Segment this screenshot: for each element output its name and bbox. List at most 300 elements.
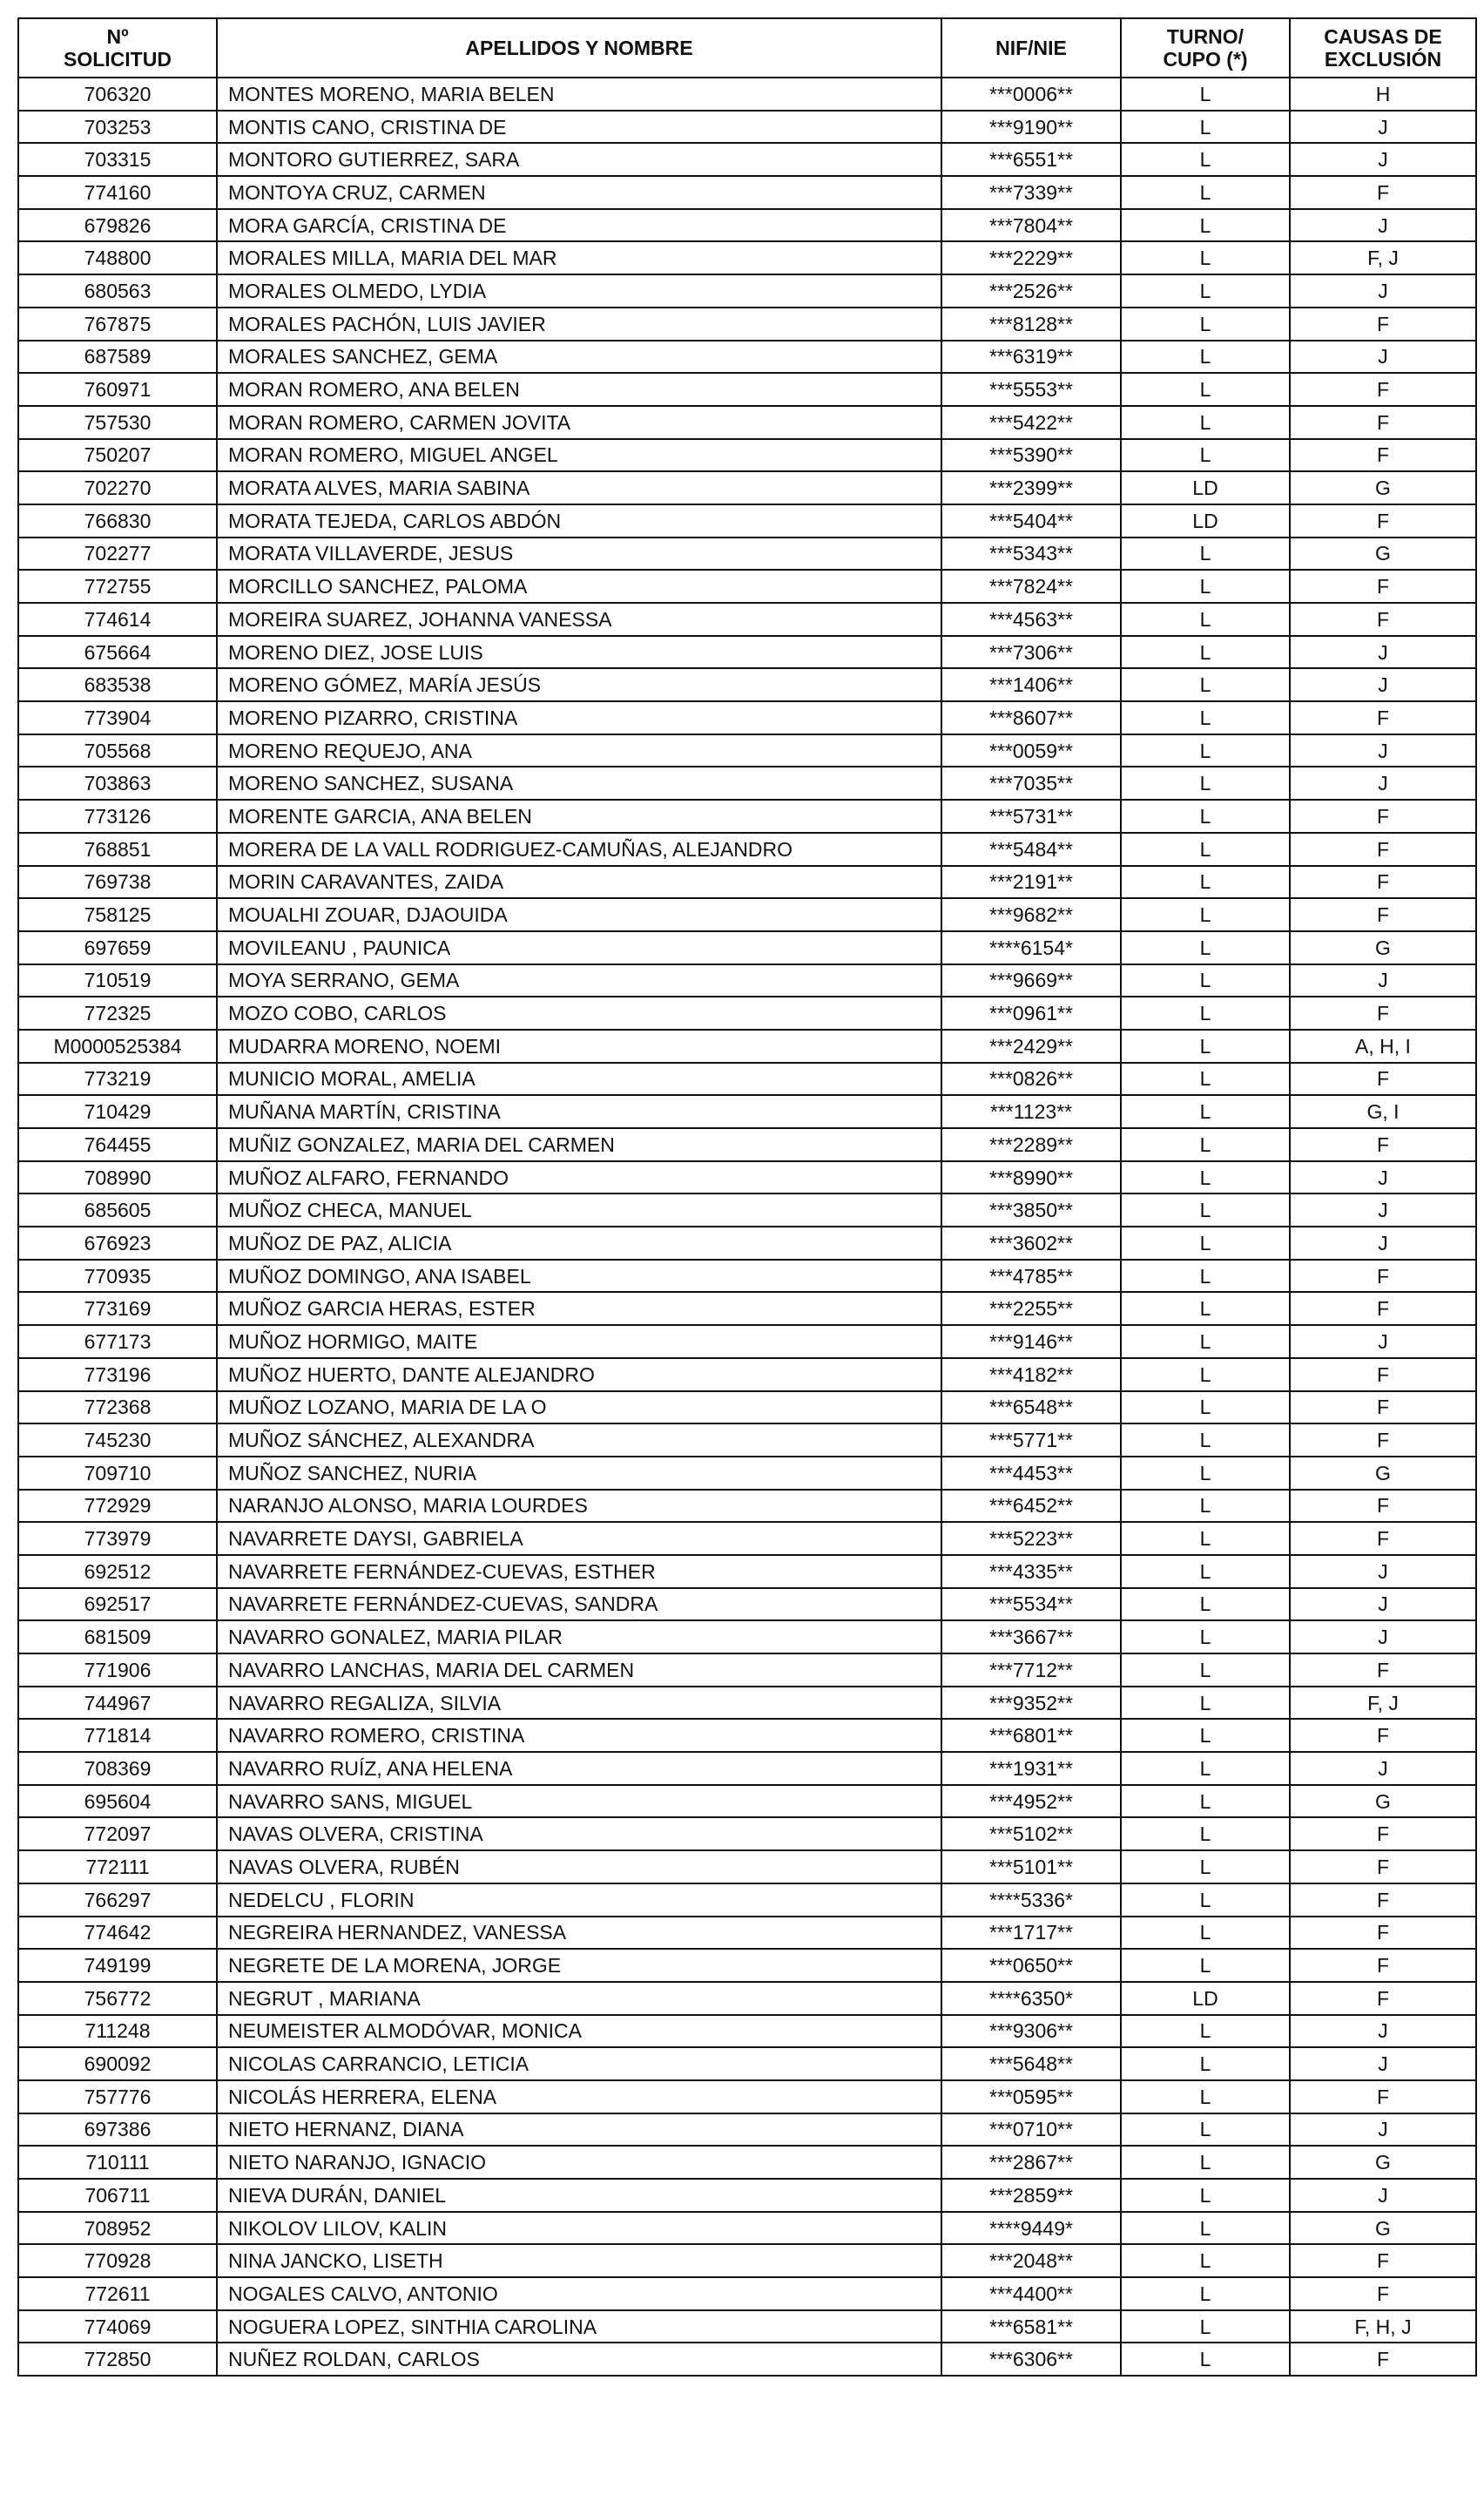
cell-apellidos-nombre: NEGRUT , MARIANA	[217, 1982, 941, 2015]
cell-causas-exclusion: F	[1290, 866, 1476, 899]
table-row	[18, 308, 1476, 341]
table-row	[18, 603, 1476, 636]
cell-nif-nie: ***4952**	[941, 1785, 1121, 1818]
cell-turno-cupo: L	[1121, 1325, 1290, 1358]
cell-nif-nie: ***9190**	[941, 111, 1121, 144]
cell-apellidos-nombre: MORALES MILLA, MARIA DEL MAR	[217, 241, 941, 274]
cell-apellidos-nombre: NEUMEISTER ALMODÓVAR, MONICA	[217, 2015, 941, 2048]
cell-causas-exclusion: F	[1290, 1982, 1476, 2015]
cell-causas-exclusion: F, J	[1290, 1687, 1476, 1720]
table-row	[18, 931, 1476, 964]
cell-causas-exclusion: J	[1290, 1325, 1476, 1358]
cell-causas-exclusion: J	[1290, 1588, 1476, 1621]
cell-num-solicitud: 772368	[18, 1391, 217, 1424]
cell-num-solicitud: 773904	[18, 701, 217, 734]
cell-nif-nie: ***8607**	[941, 701, 1121, 734]
cell-nif-nie: ***1717**	[941, 1917, 1121, 1950]
cell-causas-exclusion: F	[1290, 997, 1476, 1030]
cell-apellidos-nombre: MUDARRA MORENO, NOEMI	[217, 1030, 941, 1063]
cell-num-solicitud: 772325	[18, 997, 217, 1030]
cell-num-solicitud: 773979	[18, 1522, 217, 1555]
cell-causas-exclusion: J	[1290, 143, 1476, 176]
cell-causas-exclusion: F	[1290, 1292, 1476, 1325]
cell-causas-exclusion: F	[1290, 176, 1476, 209]
cell-apellidos-nombre: MORATA VILLAVERDE, JESUS	[217, 538, 941, 571]
cell-apellidos-nombre: MUÑANA MARTÍN, CRISTINA	[217, 1095, 941, 1128]
table-row	[18, 734, 1476, 767]
cell-turno-cupo: L	[1121, 1620, 1290, 1653]
cell-apellidos-nombre: NIETO NARANJO, IGNACIO	[217, 2146, 941, 2179]
cell-causas-exclusion: F	[1290, 2080, 1476, 2113]
cell-apellidos-nombre: MORALES PACHÓN, LUIS JAVIER	[217, 308, 941, 341]
table-row	[18, 2146, 1476, 2179]
cell-nif-nie: ***5223**	[941, 1522, 1121, 1555]
table-row	[18, 1752, 1476, 1785]
table-row	[18, 800, 1476, 833]
cell-apellidos-nombre: NIEVA DURÁN, DANIEL	[217, 2179, 941, 2212]
table-row	[18, 471, 1476, 504]
cell-num-solicitud: 766830	[18, 504, 217, 538]
table-row	[18, 1490, 1476, 1523]
cell-nif-nie: ***6551**	[941, 143, 1121, 176]
table-row	[18, 504, 1476, 538]
cell-causas-exclusion: F	[1290, 1850, 1476, 1883]
cell-causas-exclusion: F	[1290, 701, 1476, 734]
table-row	[18, 636, 1476, 669]
cell-causas-exclusion: F	[1290, 1358, 1476, 1391]
table-row	[18, 1095, 1476, 1128]
cell-nif-nie: ***5102**	[941, 1817, 1121, 1850]
cell-causas-exclusion: F	[1290, 439, 1476, 472]
cell-nif-nie: ***5390**	[941, 439, 1121, 472]
cell-turno-cupo: LD	[1121, 1982, 1290, 2015]
cell-num-solicitud: 745230	[18, 1423, 217, 1457]
cell-num-solicitud: 710519	[18, 964, 217, 997]
cell-causas-exclusion: F	[1290, 1260, 1476, 1293]
cell-causas-exclusion: G	[1290, 931, 1476, 964]
table-row	[18, 274, 1476, 308]
cell-turno-cupo: L	[1121, 1687, 1290, 1720]
cell-causas-exclusion: J	[1290, 1555, 1476, 1588]
cell-apellidos-nombre: MORENO PIZARRO, CRISTINA	[217, 701, 941, 734]
table-row	[18, 78, 1476, 111]
cell-num-solicitud: 773126	[18, 800, 217, 833]
cell-num-solicitud: 703253	[18, 111, 217, 144]
cell-turno-cupo: LD	[1121, 504, 1290, 538]
cell-num-solicitud: 760971	[18, 373, 217, 406]
cell-num-solicitud: 748800	[18, 241, 217, 274]
cell-causas-exclusion: F	[1290, 1128, 1476, 1161]
table-row	[18, 1555, 1476, 1588]
cell-apellidos-nombre: MORENO GÓMEZ, MARÍA JESÚS	[217, 668, 941, 701]
cell-num-solicitud: 708952	[18, 2212, 217, 2245]
cell-turno-cupo: L	[1121, 1457, 1290, 1490]
table-row	[18, 373, 1476, 406]
cell-num-solicitud: 702277	[18, 538, 217, 571]
cell-nif-nie: ****6154*	[941, 931, 1121, 964]
cell-turno-cupo: L	[1121, 2343, 1290, 2376]
table-row	[18, 1457, 1476, 1490]
cell-nif-nie: ****6350*	[941, 1982, 1121, 2015]
cell-nif-nie: ***5731**	[941, 800, 1121, 833]
table-row	[18, 1850, 1476, 1883]
cell-apellidos-nombre: MUÑIZ GONZALEZ, MARIA DEL CARMEN	[217, 1128, 941, 1161]
cell-nif-nie: ***0059**	[941, 734, 1121, 767]
table-row	[18, 2113, 1476, 2147]
cell-causas-exclusion: F	[1290, 373, 1476, 406]
cell-causas-exclusion: J	[1290, 734, 1476, 767]
table-row	[18, 209, 1476, 242]
cell-num-solicitud: 683538	[18, 668, 217, 701]
cell-nif-nie: ***2429**	[941, 1030, 1121, 1063]
cell-causas-exclusion: H	[1290, 78, 1476, 111]
table-row	[18, 1063, 1476, 1096]
cell-num-solicitud: 772850	[18, 2343, 217, 2376]
cell-apellidos-nombre: MONTES MORENO, MARIA BELEN	[217, 78, 941, 111]
cell-turno-cupo: L	[1121, 833, 1290, 866]
cell-nif-nie: ***5101**	[941, 1850, 1121, 1883]
cell-num-solicitud: 703863	[18, 767, 217, 800]
table-row	[18, 1817, 1476, 1850]
table-row	[18, 2277, 1476, 2310]
cell-apellidos-nombre: NOGUERA LOPEZ, SINTHIA CAROLINA	[217, 2310, 941, 2343]
cell-nif-nie: ***2859**	[941, 2179, 1121, 2212]
exclusion-table	[17, 17, 1477, 2377]
cell-turno-cupo: L	[1121, 143, 1290, 176]
table-row	[18, 1719, 1476, 1752]
cell-nif-nie: ***2289**	[941, 1128, 1121, 1161]
cell-num-solicitud: 690092	[18, 2047, 217, 2080]
cell-turno-cupo: L	[1121, 767, 1290, 800]
table-row	[18, 1620, 1476, 1653]
table-row	[18, 1161, 1476, 1194]
cell-turno-cupo: L	[1121, 341, 1290, 374]
cell-causas-exclusion: F, H, J	[1290, 2310, 1476, 2343]
cell-nif-nie: ***9682**	[941, 898, 1121, 931]
cell-nif-nie: ***0961**	[941, 997, 1121, 1030]
cell-causas-exclusion: G	[1290, 471, 1476, 504]
table-row	[18, 2179, 1476, 2212]
header-causas-exclusion: CAUSAS DE EXCLUSIÓN	[1290, 18, 1476, 78]
cell-apellidos-nombre: MOYA SERRANO, GEMA	[217, 964, 941, 997]
table-body	[18, 78, 1476, 2376]
cell-causas-exclusion: F	[1290, 1653, 1476, 1687]
cell-apellidos-nombre: NAVAS OLVERA, RUBÉN	[217, 1850, 941, 1883]
table-row	[18, 1227, 1476, 1260]
table-row	[18, 898, 1476, 931]
cell-causas-exclusion: J	[1290, 1620, 1476, 1653]
cell-causas-exclusion: F	[1290, 2277, 1476, 2310]
cell-num-solicitud: 772611	[18, 2277, 217, 2310]
cell-causas-exclusion: J	[1290, 209, 1476, 242]
cell-num-solicitud: 692517	[18, 1588, 217, 1621]
cell-nif-nie: ***7306**	[941, 636, 1121, 669]
table-row	[18, 1193, 1476, 1227]
cell-turno-cupo: L	[1121, 1752, 1290, 1785]
cell-num-solicitud: 772755	[18, 570, 217, 603]
cell-apellidos-nombre: MORAN ROMERO, ANA BELEN	[217, 373, 941, 406]
cell-apellidos-nombre: NOGALES CALVO, ANTONIO	[217, 2277, 941, 2310]
cell-causas-exclusion: F	[1290, 1490, 1476, 1523]
header-num-solicitud: Nº SOLICITUD	[18, 18, 217, 78]
cell-causas-exclusion: J	[1290, 341, 1476, 374]
cell-apellidos-nombre: NICOLÁS HERRERA, ELENA	[217, 2080, 941, 2113]
cell-apellidos-nombre: MUÑOZ HORMIGO, MAITE	[217, 1325, 941, 1358]
cell-num-solicitud: 703315	[18, 143, 217, 176]
cell-turno-cupo: L	[1121, 1522, 1290, 1555]
cell-apellidos-nombre: NAVARRETE DAYSI, GABRIELA	[217, 1522, 941, 1555]
cell-nif-nie: ***4400**	[941, 2277, 1121, 2310]
cell-nif-nie: ***0595**	[941, 2080, 1121, 2113]
cell-num-solicitud: 697659	[18, 931, 217, 964]
cell-num-solicitud: 771814	[18, 1719, 217, 1752]
table-row	[18, 1917, 1476, 1950]
cell-num-solicitud: 771906	[18, 1653, 217, 1687]
table-row	[18, 1260, 1476, 1293]
cell-turno-cupo: L	[1121, 439, 1290, 472]
cell-turno-cupo: L	[1121, 1161, 1290, 1194]
cell-nif-nie: ***4785**	[941, 1260, 1121, 1293]
cell-turno-cupo: L	[1121, 1063, 1290, 1096]
cell-apellidos-nombre: NAVARRO ROMERO, CRISTINA	[217, 1719, 941, 1752]
cell-turno-cupo: L	[1121, 2277, 1290, 2310]
cell-causas-exclusion: F	[1290, 504, 1476, 538]
table-row	[18, 1522, 1476, 1555]
cell-causas-exclusion: J	[1290, 636, 1476, 669]
cell-num-solicitud: 773196	[18, 1358, 217, 1391]
cell-nif-nie: ***9669**	[941, 964, 1121, 997]
cell-causas-exclusion: F	[1290, 833, 1476, 866]
cell-causas-exclusion: G	[1290, 538, 1476, 571]
cell-causas-exclusion: F	[1290, 1719, 1476, 1752]
cell-num-solicitud: 770928	[18, 2244, 217, 2277]
cell-num-solicitud: 675664	[18, 636, 217, 669]
cell-turno-cupo: L	[1121, 2047, 1290, 2080]
table-row	[18, 1030, 1476, 1063]
cell-num-solicitud: 768851	[18, 833, 217, 866]
cell-turno-cupo: L	[1121, 964, 1290, 997]
table-row	[18, 1785, 1476, 1818]
cell-num-solicitud: 709710	[18, 1457, 217, 1490]
cell-apellidos-nombre: MUÑOZ DOMINGO, ANA ISABEL	[217, 1260, 941, 1293]
cell-nif-nie: ***5553**	[941, 373, 1121, 406]
cell-turno-cupo: L	[1121, 241, 1290, 274]
cell-causas-exclusion: F	[1290, 1917, 1476, 1950]
cell-turno-cupo: L	[1121, 898, 1290, 931]
table-row	[18, 964, 1476, 997]
cell-apellidos-nombre: MORAN ROMERO, MIGUEL ANGEL	[217, 439, 941, 472]
cell-apellidos-nombre: NAVARRO SANS, MIGUEL	[217, 1785, 941, 1818]
table-row	[18, 2047, 1476, 2080]
cell-num-solicitud: 680563	[18, 274, 217, 308]
cell-apellidos-nombre: MORENO DIEZ, JOSE LUIS	[217, 636, 941, 669]
table-row	[18, 143, 1476, 176]
cell-turno-cupo: L	[1121, 2113, 1290, 2147]
cell-apellidos-nombre: MUÑOZ ALFARO, FERNANDO	[217, 1161, 941, 1194]
table-row	[18, 2244, 1476, 2277]
cell-causas-exclusion: F	[1290, 406, 1476, 439]
table-row	[18, 176, 1476, 209]
cell-causas-exclusion: F	[1290, 1423, 1476, 1457]
cell-nif-nie: ***2526**	[941, 274, 1121, 308]
cell-turno-cupo: L	[1121, 2179, 1290, 2212]
cell-turno-cupo: L	[1121, 209, 1290, 242]
cell-nif-nie: ***4182**	[941, 1358, 1121, 1391]
cell-turno-cupo: L	[1121, 1785, 1290, 1818]
table-row	[18, 1292, 1476, 1325]
table-row	[18, 866, 1476, 899]
table-row	[18, 1653, 1476, 1687]
table-row	[18, 668, 1476, 701]
cell-nif-nie: ***6581**	[941, 2310, 1121, 2343]
table-row	[18, 1128, 1476, 1161]
cell-causas-exclusion: J	[1290, 1193, 1476, 1227]
cell-turno-cupo: L	[1121, 734, 1290, 767]
cell-causas-exclusion: J	[1290, 1227, 1476, 1260]
cell-causas-exclusion: G	[1290, 2146, 1476, 2179]
table-row	[18, 1687, 1476, 1720]
cell-causas-exclusion: F	[1290, 898, 1476, 931]
cell-turno-cupo: L	[1121, 2146, 1290, 2179]
table-row	[18, 701, 1476, 734]
table-row	[18, 538, 1476, 571]
cell-apellidos-nombre: NAVARRETE FERNÁNDEZ-CUEVAS, SANDRA	[217, 1588, 941, 1621]
table-row	[18, 341, 1476, 374]
cell-num-solicitud: 770935	[18, 1260, 217, 1293]
cell-nif-nie: ***8128**	[941, 308, 1121, 341]
cell-causas-exclusion: G	[1290, 1457, 1476, 1490]
cell-causas-exclusion: F, J	[1290, 241, 1476, 274]
cell-causas-exclusion: J	[1290, 1752, 1476, 1785]
cell-nif-nie: ***5484**	[941, 833, 1121, 866]
cell-apellidos-nombre: MORERA DE LA VALL RODRIGUEZ-CAMUÑAS, ALEJANDRO	[217, 833, 941, 866]
cell-nif-nie: ***4335**	[941, 1555, 1121, 1588]
cell-causas-exclusion: J	[1290, 2015, 1476, 2048]
cell-num-solicitud: 695604	[18, 1785, 217, 1818]
cell-turno-cupo: L	[1121, 1653, 1290, 1687]
cell-causas-exclusion: F	[1290, 1949, 1476, 1982]
cell-apellidos-nombre: MUÑOZ LOZANO, MARIA DE LA O	[217, 1391, 941, 1424]
cell-turno-cupo: L	[1121, 1128, 1290, 1161]
exclusion-list-sheet	[17, 17, 1477, 2377]
cell-nif-nie: ***6801**	[941, 1719, 1121, 1752]
cell-nif-nie: ***5404**	[941, 504, 1121, 538]
cell-causas-exclusion: G	[1290, 2212, 1476, 2245]
cell-nif-nie: ***2867**	[941, 2146, 1121, 2179]
cell-num-solicitud: 750207	[18, 439, 217, 472]
cell-apellidos-nombre: MORALES OLMEDO, LYDIA	[217, 274, 941, 308]
cell-turno-cupo: L	[1121, 997, 1290, 1030]
table-row	[18, 2310, 1476, 2343]
cell-apellidos-nombre: NAVARRO REGALIZA, SILVIA	[217, 1687, 941, 1720]
cell-turno-cupo: L	[1121, 78, 1290, 111]
cell-causas-exclusion: F	[1290, 1391, 1476, 1424]
cell-turno-cupo: L	[1121, 2310, 1290, 2343]
cell-causas-exclusion: J	[1290, 111, 1476, 144]
cell-nif-nie: ***5534**	[941, 1588, 1121, 1621]
cell-num-solicitud: 710429	[18, 1095, 217, 1128]
cell-nif-nie: ***5422**	[941, 406, 1121, 439]
cell-turno-cupo: L	[1121, 570, 1290, 603]
cell-num-solicitud: 705568	[18, 734, 217, 767]
cell-nif-nie: ***0826**	[941, 1063, 1121, 1096]
cell-causas-exclusion: F	[1290, 1522, 1476, 1555]
cell-apellidos-nombre: NEGRETE DE LA MORENA, JORGE	[217, 1949, 941, 1982]
cell-apellidos-nombre: NAVARRO RUÍZ, ANA HELENA	[217, 1752, 941, 1785]
cell-turno-cupo: L	[1121, 1260, 1290, 1293]
cell-causas-exclusion: F	[1290, 2244, 1476, 2277]
table-row	[18, 1982, 1476, 2015]
cell-turno-cupo: L	[1121, 1423, 1290, 1457]
cell-nif-nie: ***9146**	[941, 1325, 1121, 1358]
cell-turno-cupo: L	[1121, 1030, 1290, 1063]
cell-num-solicitud: 773219	[18, 1063, 217, 1096]
cell-apellidos-nombre: NINA JANCKO, LISETH	[217, 2244, 941, 2277]
cell-nif-nie: ***7339**	[941, 176, 1121, 209]
cell-nif-nie: ***4453**	[941, 1457, 1121, 1490]
cell-num-solicitud: 772929	[18, 1490, 217, 1523]
cell-nif-nie: ***3602**	[941, 1227, 1121, 1260]
cell-num-solicitud: 710111	[18, 2146, 217, 2179]
cell-apellidos-nombre: MORA GARCÍA, CRISTINA DE	[217, 209, 941, 242]
table-row	[18, 241, 1476, 274]
table-row	[18, 2343, 1476, 2376]
cell-turno-cupo: L	[1121, 2212, 1290, 2245]
cell-turno-cupo: L	[1121, 308, 1290, 341]
cell-apellidos-nombre: MORALES SANCHEZ, GEMA	[217, 341, 941, 374]
cell-turno-cupo: L	[1121, 176, 1290, 209]
cell-causas-exclusion: J	[1290, 668, 1476, 701]
cell-causas-exclusion: J	[1290, 274, 1476, 308]
cell-apellidos-nombre: MORATA ALVES, MARIA SABINA	[217, 471, 941, 504]
cell-turno-cupo: L	[1121, 1850, 1290, 1883]
cell-causas-exclusion: J	[1290, 2047, 1476, 2080]
cell-causas-exclusion: F	[1290, 308, 1476, 341]
cell-nif-nie: ***1123**	[941, 1095, 1121, 1128]
cell-apellidos-nombre: MOREIRA SUAREZ, JOHANNA VANESSA	[217, 603, 941, 636]
cell-turno-cupo: L	[1121, 111, 1290, 144]
cell-num-solicitud: 676923	[18, 1227, 217, 1260]
cell-turno-cupo: L	[1121, 668, 1290, 701]
cell-nif-nie: ***5343**	[941, 538, 1121, 571]
cell-num-solicitud: 706711	[18, 2179, 217, 2212]
cell-turno-cupo: L	[1121, 1193, 1290, 1227]
cell-nif-nie: ***6306**	[941, 2343, 1121, 2376]
table-row	[18, 111, 1476, 144]
cell-num-solicitud: 774614	[18, 603, 217, 636]
cell-apellidos-nombre: MORENO REQUEJO, ANA	[217, 734, 941, 767]
cell-apellidos-nombre: NIKOLOV LILOV, KALIN	[217, 2212, 941, 2245]
cell-apellidos-nombre: NIETO HERNANZ, DIANA	[217, 2113, 941, 2147]
cell-turno-cupo: L	[1121, 866, 1290, 899]
table-row	[18, 1588, 1476, 1621]
cell-num-solicitud: 749199	[18, 1949, 217, 1982]
cell-num-solicitud: M0000525384	[18, 1030, 217, 1063]
cell-num-solicitud: 708369	[18, 1752, 217, 1785]
cell-nif-nie: ***0650**	[941, 1949, 1121, 1982]
cell-nif-nie: ****9449*	[941, 2212, 1121, 2245]
cell-apellidos-nombre: NAVARRO LANCHAS, MARIA DEL CARMEN	[217, 1653, 941, 1687]
table-row	[18, 406, 1476, 439]
cell-causas-exclusion: F	[1290, 1883, 1476, 1917]
cell-apellidos-nombre: NAVAS OLVERA, CRISTINA	[217, 1817, 941, 1850]
cell-apellidos-nombre: NICOLAS CARRANCIO, LETICIA	[217, 2047, 941, 2080]
cell-nif-nie: ***2048**	[941, 2244, 1121, 2277]
cell-turno-cupo: LD	[1121, 471, 1290, 504]
cell-apellidos-nombre: MOVILEANU , PAUNICA	[217, 931, 941, 964]
cell-turno-cupo: L	[1121, 1917, 1290, 1950]
cell-turno-cupo: L	[1121, 1719, 1290, 1752]
